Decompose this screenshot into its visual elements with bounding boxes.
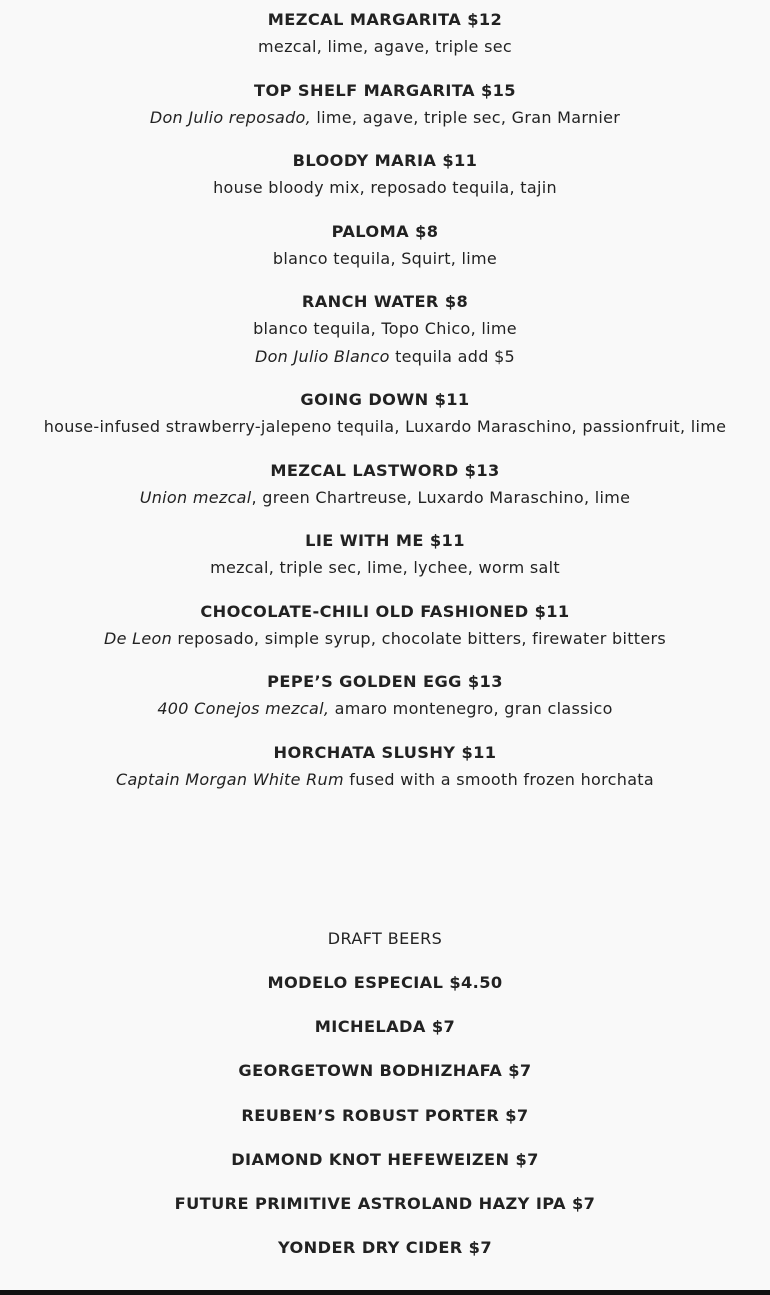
item-description-text: mezcal, triple sec, lime, lychee, worm salt (210, 558, 560, 577)
item-description (40, 484, 730, 512)
item-description-text: fused with a smooth frozen horchata (343, 769, 654, 789)
beer-item: REUBEN’S ROBUST PORTER $7 (241, 1105, 529, 1125)
menu-item-going-down (0, 386, 770, 441)
item-name: GOING DOWN $11 (300, 390, 470, 409)
item-description-text: lime, agave, triple sec, Gran Marnier (311, 107, 621, 127)
item-name: PEPE’S GOLDEN EGG $13 (267, 672, 503, 691)
menu-item-bloody-maria (0, 147, 770, 202)
beer-item: DIAMOND KNOT HEFEWEIZEN $7 (231, 1149, 539, 1169)
item-addon-italic: Don Julio Blanco (254, 346, 390, 366)
item-description (40, 554, 730, 582)
item-name: PALOMA $8 (331, 221, 439, 241)
menu-item-lie-with-me (0, 527, 770, 582)
item-description-text: reposado, simple syrup, chocolate bitters, firewater bitters (172, 628, 667, 648)
item-description-text: blanco tequila, Topo Chico, lime (253, 319, 517, 338)
item-description (40, 413, 730, 441)
item-description (40, 104, 730, 132)
item-addon-text: tequila add $5 (389, 346, 516, 366)
item-description-text: house-infused strawberry-jalepeno tequila, Luxardo Maraschino, passionfruit, lime (43, 417, 727, 436)
beer-item: FUTURE PRIMITIVE ASTROLAND HAZY IPA $7 (174, 1193, 596, 1213)
item-name: LIE WITH ME $11 (305, 531, 465, 550)
item-description-text: amaro montenegro, gran classico (329, 699, 613, 718)
beer-item: YONDER DRY CIDER $7 (277, 1238, 493, 1258)
item-name: TOP SHELF MARGARITA $15 (254, 80, 516, 100)
menu-item-pepes-golden-egg (0, 668, 770, 723)
menu-item-mezcal-lastword (0, 457, 770, 512)
item-description-italic: Don Julio reposado, (149, 107, 312, 127)
item-description-text: , green Chartreuse, Luxardo Maraschino, lime (251, 487, 631, 507)
menu-item-paloma (0, 218, 770, 273)
item-description (40, 315, 730, 343)
item-name: MEZCAL MARGARITA $12 (267, 10, 503, 29)
item-name: RANCH WATER $8 (301, 292, 469, 311)
item-description (40, 695, 730, 723)
item-description-italic: Union mezcal (139, 487, 252, 507)
menu-item-mezcal-margarita (0, 6, 770, 61)
item-name: MEZCAL LASTWORD $13 (270, 460, 500, 480)
beer-item: MICHELADA $7 (314, 1017, 456, 1037)
item-description (40, 245, 730, 273)
menu-item-ranch-water (0, 288, 770, 370)
item-description-text: house bloody mix, reposado tequila, tajin (213, 178, 557, 197)
footer-divider-bar (0, 1290, 770, 1295)
item-description-text: mezcal, lime, agave, triple sec (258, 37, 512, 56)
cocktail-list (0, 6, 770, 809)
item-name: BLOODY MARIA $11 (292, 151, 478, 170)
item-description-italic: De Leon (103, 628, 173, 648)
menu-item-top-shelf-margarita (0, 77, 770, 132)
beer-item: MODELO ESPECIAL $4.50 (267, 973, 503, 992)
item-description (40, 33, 730, 61)
menu-item-chocolate-chili-old-fashioned (0, 598, 770, 653)
item-description-italic: Captain Morgan White Rum (115, 769, 344, 789)
draft-beer-list (0, 969, 770, 1278)
item-addon (40, 343, 730, 371)
item-name: CHOCOLATE-CHILI OLD FASHIONED $11 (200, 601, 570, 621)
item-description (40, 766, 730, 794)
beer-item: GEORGETOWN BODHIZHAFA $7 (238, 1061, 532, 1081)
draft-beers-heading: DRAFT BEERS (327, 929, 443, 948)
item-description (40, 625, 730, 653)
item-description-italic: 400 Conejos mezcal, (157, 699, 330, 718)
item-description-text: blanco tequila, Squirt, lime (272, 248, 498, 268)
item-name: HORCHATA SLUSHY $11 (273, 742, 497, 762)
item-description (40, 174, 730, 202)
menu-item-horchata-slushy (0, 739, 770, 794)
